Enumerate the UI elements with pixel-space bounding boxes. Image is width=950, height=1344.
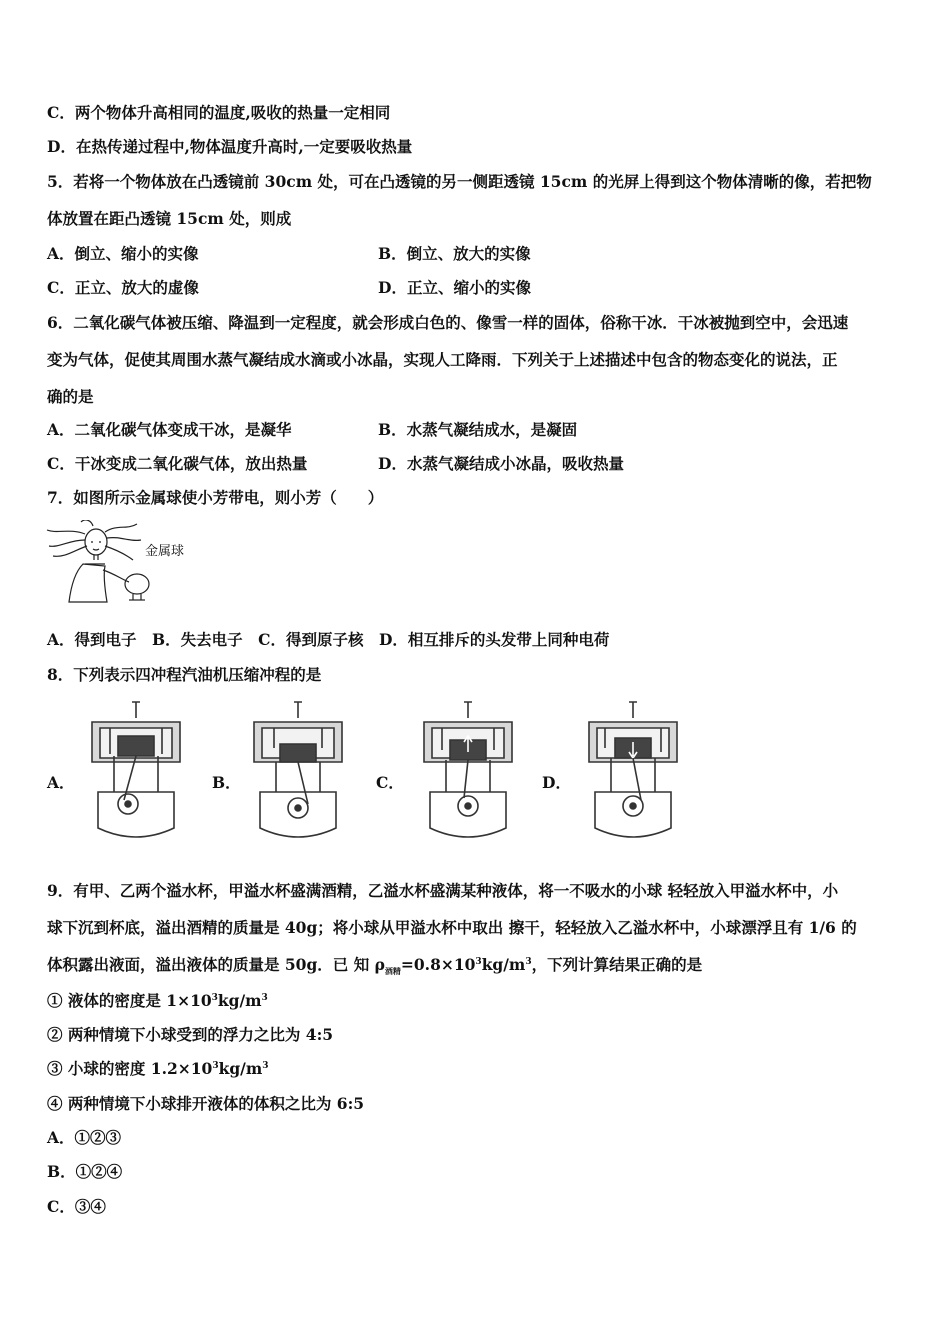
q5-stem-line1: 5．若将一个物体放在凸透镜前 30cm 处，可在凸透镜的另一侧距透镜 15cm 的光屏上得到这个物体清晰的像，若把物 — [47, 172, 872, 191]
q6-option-b: B．水蒸气凝结成水，是凝固 — [378, 420, 578, 439]
q9-option-a: A．①②③ — [47, 1128, 122, 1147]
q8-label-b: B． — [212, 773, 241, 792]
q4-option-d: D．在热传递过程中,物体温度升高时,一定要吸收热量 — [47, 137, 413, 156]
q5-option-c: C．正立、放大的虚像 — [47, 278, 199, 297]
q6-option-c: C．干冰变成二氧化碳气体，放出热量 — [47, 454, 308, 473]
engine-diagram-d — [585, 700, 681, 849]
engine-c-illustration — [420, 700, 516, 845]
q6-stem-line3: 确的是 — [47, 387, 94, 406]
engine-a-illustration — [88, 700, 184, 845]
q9-stem-line2: 球下沉到杯底，溢出酒精的质量是 40g；将小球从甲溢水杯中取出 擦干，轻轻放入乙溢水杯中，小球漂浮且有 1/6 的 — [47, 918, 857, 937]
engine-diagram-a — [88, 700, 184, 849]
q6-stem-line1: 6．二氧化碳气体被压缩、降温到一定程度，就会形成白色的、像雪一样的固体，俗称干冰．干冰被抛到空中，会迅速 — [47, 313, 849, 332]
engine-b-illustration — [250, 700, 346, 845]
q7-stem: 7．如图所示金属球使小芳带电，则小芳（ ） — [47, 488, 384, 507]
q9-statement-2: ② 两种情境下小球受到的浮力之比为 4:5 — [47, 1025, 334, 1044]
q9-statement-3: ③ 小球的密度 $1.2\times 10^3kg/m^3$ — [47, 1059, 269, 1078]
q5-option-d: D．正立、缩小的实像 — [378, 278, 531, 297]
q8-label-a: A． — [47, 773, 75, 792]
q9-stem-line1: 9．有甲、乙两个溢水杯，甲溢水杯盛满酒精，乙溢水杯盛满某种液体，将一不吸水的小球 轻轻放入甲溢水杯中，小 — [47, 881, 839, 900]
q9-statement-4: ④ 两种情境下小球排开液体的体积之比为 6:5 — [47, 1094, 365, 1113]
q8-label-c: C． — [376, 773, 404, 792]
engine-diagram-b — [250, 700, 346, 849]
q5-option-b: B．倒立、放大的实像 — [378, 244, 531, 263]
q5-stem-line2: 体放置在距凸透镜 15cm 处，则成 — [47, 209, 292, 228]
q6-option-a: A．二氧化碳气体变成干冰，是凝华 — [47, 420, 292, 439]
q7-options: A．得到电子 B．失去电子 C．得到原子核 D．相互排斥的头发带上同种电荷 — [47, 630, 610, 649]
q6-stem-line2: 变为气体，促使其周围水蒸气凝结成水滴或小冰晶，实现人工降雨．下列关于上述描述中包含的物态变化的说法，正 — [47, 350, 838, 369]
q8-stem: 8．下列表示四冲程汽油机压缩冲程的是 — [47, 665, 322, 684]
q9-statement-1: ① 液体的密度是 $1\times 10^3kg/m^3$ — [47, 991, 268, 1010]
q9-stem-line3: 体积露出液面，溢出液体的质量是 50g．已 知 $\rho_{酒精}=0.8\times 10^3kg/m^3$，下列计算结果正确的是 — [47, 955, 703, 977]
q7-figure-girl-metal-ball — [45, 520, 205, 610]
q4-option-c: C．两个物体升高相同的温度,吸收的热量一定相同 — [47, 103, 391, 122]
q8-label-d: D． — [542, 773, 571, 792]
q5-option-a: A．倒立、缩小的实像 — [47, 244, 199, 263]
metal-ball-label: 金属球 — [145, 544, 185, 559]
girl-touching-ball-illustration — [45, 520, 205, 610]
engine-diagram-c — [420, 700, 516, 849]
q9-option-c: C．③④ — [47, 1197, 106, 1216]
q6-option-d: D．水蒸气凝结成小冰晶，吸收热量 — [378, 454, 624, 473]
q9-option-b: B．①②④ — [47, 1162, 123, 1181]
engine-d-illustration — [585, 700, 681, 845]
